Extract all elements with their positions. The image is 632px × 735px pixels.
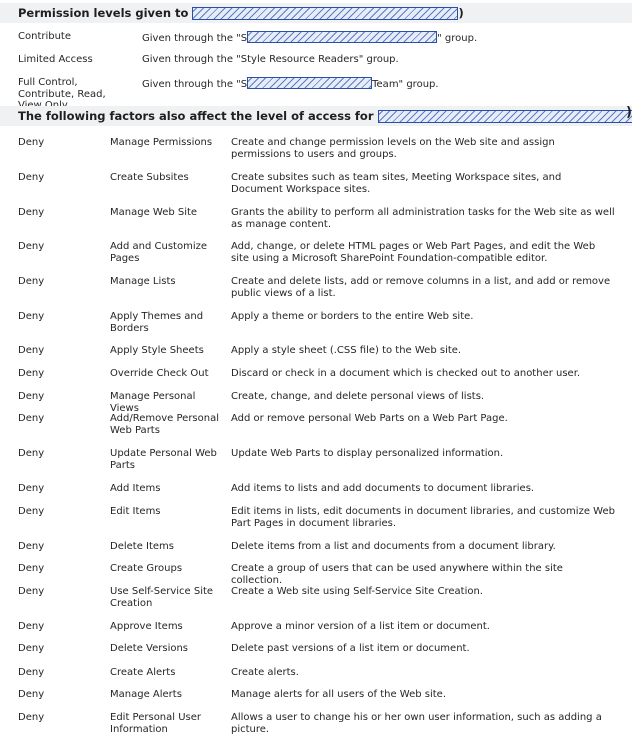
factor-permission-name: Update Personal Web Parts — [110, 448, 217, 471]
factor-state: Deny — [18, 563, 45, 574]
factor-permission-name: Create Subsites — [110, 172, 189, 183]
factor-state: Deny — [18, 311, 45, 322]
factor-state: Deny — [18, 207, 45, 218]
factor-description: Delete past versions of a list item or document. — [231, 643, 470, 654]
header-close-paren: ) — [458, 6, 464, 20]
factor-description: Grants the ability to perform all administration tasks for the Web site as well as manage content. — [231, 207, 615, 230]
permission-levels-header — [0, 3, 632, 23]
factor-permission-name: Add and Customize Pages — [110, 241, 208, 264]
permission-level-name: Contribute — [18, 31, 72, 42]
factor-state: Deny — [18, 413, 45, 424]
factor-description: Add items to lists and add documents to document libraries. — [231, 483, 535, 494]
factor-permission-name: Add/Remove Personal Web Parts — [110, 413, 219, 436]
factors-title: The following factors also affect the level of access for — [18, 109, 374, 123]
factor-permission-name: Create Alerts — [110, 667, 176, 678]
factor-description: Discard or check in a document which is checked out to another user. — [231, 368, 581, 379]
given-through-text: Given through the "S Team" group. — [142, 79, 439, 90]
factor-state: Deny — [18, 483, 45, 494]
factor-description: Apply a theme or borders to the entire Web site. — [231, 311, 474, 322]
factor-permission-name: Manage Lists — [110, 276, 176, 287]
factor-permission-name: Create Groups — [110, 563, 183, 574]
factor-description: Allows a user to change his or her own user information, such as adding a picture. — [231, 712, 602, 735]
factor-description: Create a group of users that can be used anywhere within the site collection. — [231, 563, 563, 586]
factor-permission-name: Apply Style Sheets — [110, 345, 204, 356]
factor-state: Deny — [18, 643, 45, 654]
factor-permission-name: Use Self-Service Site Creation — [110, 586, 214, 609]
factors-header — [0, 106, 632, 126]
header-tail-paren: ) — [626, 105, 632, 120]
factor-description: Create, change, and delete personal views of lists. — [231, 391, 485, 402]
factor-state: Deny — [18, 586, 45, 597]
permission-level-name: Limited Access — [18, 54, 93, 65]
permission-levels-title: Permission levels given to — [18, 6, 189, 20]
redacted-user-name — [192, 7, 458, 20]
factor-state: Deny — [18, 137, 45, 148]
factor-description: Create and change permission levels on the Web site and assign permissions to users and groups. — [231, 137, 555, 160]
factor-description: Delete items from a list and documents from a document library. — [231, 541, 556, 552]
factor-permission-name: Manage Web Site — [110, 207, 198, 218]
factor-permission-name: Edit Items — [110, 506, 161, 517]
factor-permission-name: Delete Items — [110, 541, 175, 552]
factor-state: Deny — [18, 276, 45, 287]
redacted-group-name — [247, 77, 372, 89]
factor-permission-name: Override Check Out — [110, 368, 209, 379]
factor-permission-name: Delete Versions — [110, 643, 189, 654]
factor-description: Add, change, or delete HTML pages or Web Part Pages, and edit the Web site using a Microsoft SharePoint Foundation-compatible editor. — [231, 241, 596, 264]
factor-permission-name: Approve Items — [110, 621, 183, 632]
factor-state: Deny — [18, 667, 45, 678]
factor-state: Deny — [18, 712, 45, 723]
redacted-user-name-2 — [378, 110, 632, 123]
factor-permission-name: Add Items — [110, 483, 161, 494]
factor-description: Create subsites such as team sites, Meeting Workspace sites, and Document Workspace sites. — [231, 172, 562, 195]
factor-description: Edit items in lists, edit documents in document libraries, and customize Web Part Pages in document libraries. — [231, 506, 615, 529]
factor-description: Create alerts. — [231, 667, 299, 678]
factor-state: Deny — [18, 391, 45, 402]
factor-description: Update Web Parts to display personalized information. — [231, 448, 504, 459]
factor-state: Deny — [18, 448, 45, 459]
factor-state: Deny — [18, 621, 45, 632]
factor-permission-name: Manage Permissions — [110, 137, 213, 148]
factor-state: Deny — [18, 541, 45, 552]
factor-permission-name: Manage Personal Views — [110, 391, 196, 414]
factor-state: Deny — [18, 506, 45, 517]
factor-description: Manage alerts for all users of the Web site. — [231, 689, 446, 700]
factor-description: Apply a style sheet (.CSS file) to the Web site. — [231, 345, 462, 356]
factor-description: Add or remove personal Web Parts on a Web Part Page. — [231, 413, 508, 424]
factor-state: Deny — [18, 172, 45, 183]
factor-state: Deny — [18, 689, 45, 700]
factor-permission-name: Manage Alerts — [110, 689, 182, 700]
redacted-group-name — [247, 31, 437, 43]
factor-state: Deny — [18, 241, 45, 252]
given-through-text: Given through the "Style Resource Readers" group. — [142, 54, 399, 65]
factor-state: Deny — [18, 345, 45, 356]
given-through-text: Given through the "S " group. — [142, 33, 478, 44]
permission-level-name: Full Control, Contribute, Read, — [18, 77, 106, 100]
factor-permission-name: Edit Personal User Information — [110, 712, 202, 735]
factor-state: Deny — [18, 368, 45, 379]
factor-permission-name: Apply Themes and Borders — [110, 311, 204, 334]
factor-description: Create a Web site using Self-Service Site Creation. — [231, 586, 483, 597]
factor-description: Approve a minor version of a list item or document. — [231, 621, 490, 632]
factor-description: Create and delete lists, add or remove columns in a list, and add or remove public views of a list. — [231, 276, 611, 299]
